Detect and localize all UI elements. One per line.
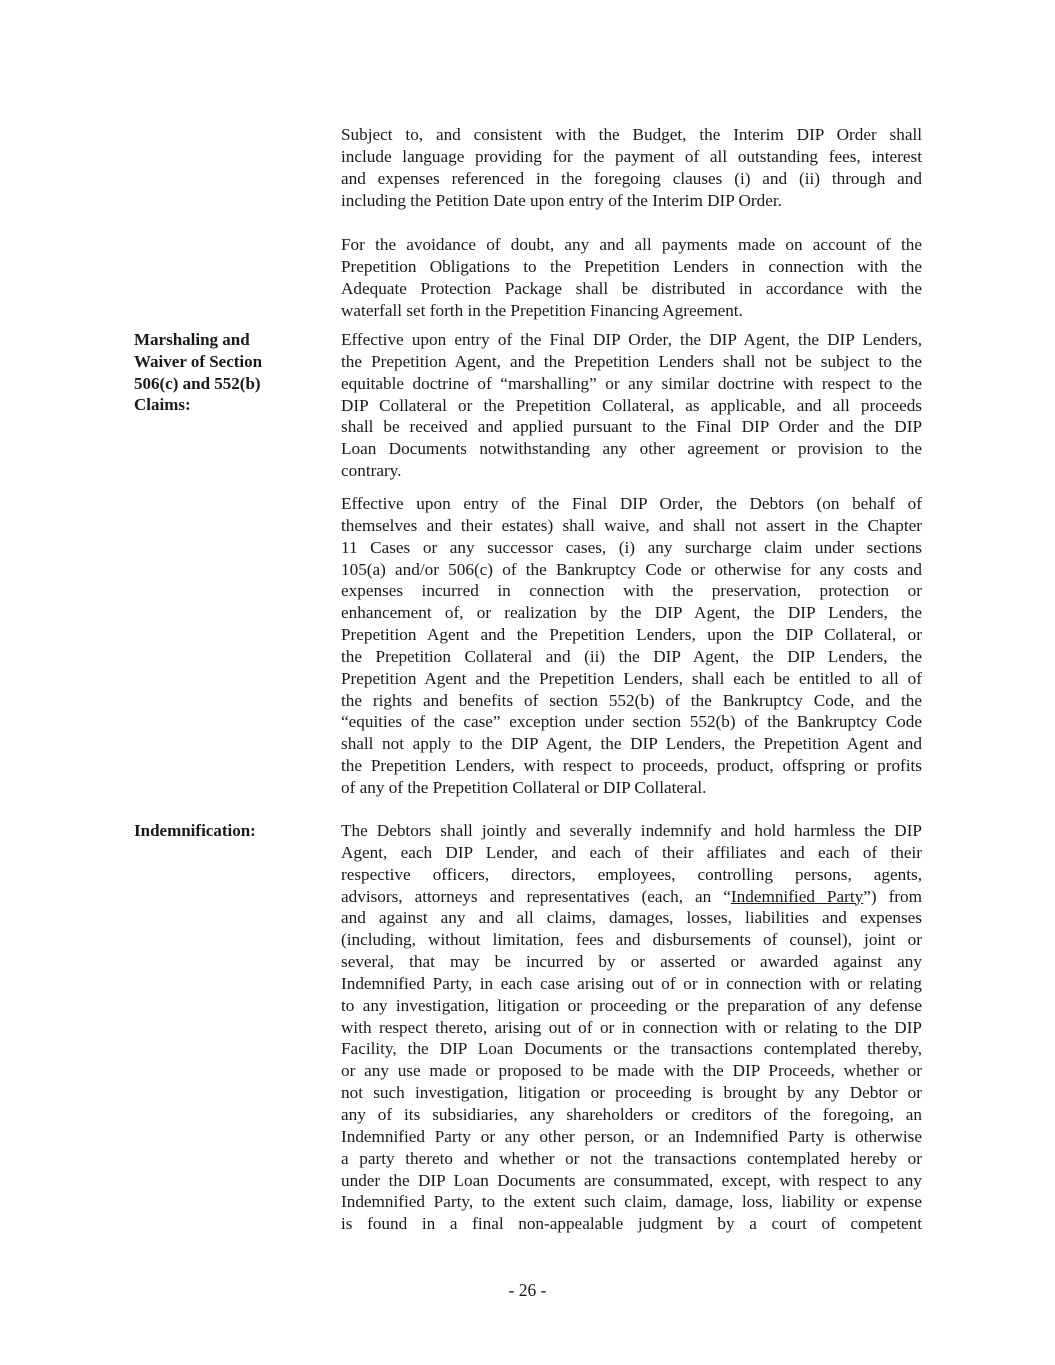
text-line: any of its subsidiaries, any shareholders or creditors of the foregoing, an (341, 1104, 922, 1124)
text-line: a party thereto and whether or not the transactions contemplated hereby or (341, 1148, 922, 1168)
defined-term: Indemnified Party (730, 886, 864, 906)
text-line: to any investigation, litigation or proceeding or the preparation of any defense (341, 995, 922, 1015)
text-line: Prepetition Obligations to the Prepetition Lenders in connection with the (341, 256, 922, 276)
text-line: Loan Documents notwithstanding any other agreement or provision to the (341, 439, 922, 459)
text-line: waterfall set forth in the Prepetition Financing Agreement. (341, 300, 743, 320)
text-line: Prepetition Agent and the Prepetition Lenders, upon the DIP Collateral, or (341, 625, 922, 645)
text-line: not such investigation, litigation or proceeding is brought by any Debtor or (341, 1083, 922, 1103)
text-line: the rights and benefits of section 552(b) of the Bankruptcy Code, and the (341, 690, 922, 710)
text-line: Effective upon entry of the Final DIP Order, the DIP Agent, the DIP Lenders, (341, 330, 922, 349)
text-line: themselves and their estates) shall waive, and shall not assert in the Chapter (341, 515, 922, 535)
text-line: (including, without limitation, fees and disbursements of counsel), joint or (341, 930, 922, 950)
paragraph-indemnification (341, 820, 922, 1235)
text-line: contrary. (341, 461, 402, 481)
text-line: Indemnified Party, to the extent such claim, damage, loss, liability or expense (341, 1192, 922, 1212)
text-line: with respect thereto, arising out of or in connection with or relating to the DIP (341, 1017, 922, 1037)
text-line: Indemnified Party, in each case arising out of or in connection with or relating (341, 973, 922, 993)
text-line: respective officers, directors, employees, controlling persons, agents, (341, 864, 922, 884)
text-line: shall not apply to the DIP Agent, the DIP Lenders, the Prepetition Agent and (341, 734, 922, 754)
heading-line: Indemnification: (134, 821, 256, 840)
text-line: DIP Collateral or the Prepetition Collateral, as applicable, and all proceeds (341, 395, 922, 415)
section-heading-indemnification (134, 820, 324, 842)
heading-line: Waiver of Section (134, 351, 263, 371)
section-heading-marshaling (134, 329, 324, 416)
text-line: Subject to, and consistent with the Budget, the Interim DIP Order shall (341, 125, 922, 144)
text-line: Prepetition Agent and the Prepetition Lenders, shall each be entitled to all of (341, 668, 922, 688)
text-line: include language providing for the payment of all outstanding fees, interest (341, 146, 922, 166)
text-line: the Prepetition Collateral and (ii) the DIP Agent, the DIP Lenders, the (341, 646, 922, 666)
text-line: including the Petition Date upon entry of the Interim DIP Order. (341, 190, 782, 210)
text-line: Effective upon entry of the Final DIP Order, the Debtors (on behalf of (341, 494, 922, 513)
text-line: is found in a final non-appealable judgment by a court of competent (341, 1214, 922, 1234)
text-line: the Prepetition Agent, and the Prepetition Lenders shall not be subject to the (341, 351, 922, 371)
text-line: Agent, each DIP Lender, and each of their affiliates and each of their (341, 842, 922, 862)
heading-line: 506(c) and 552(b) (134, 373, 261, 393)
text-line: expenses incurred in connection with the preservation, protection or (341, 581, 922, 601)
text-line: Indemnified Party or any other person, or an Indemnified Party is otherwise (341, 1126, 922, 1146)
text-line: Facility, the DIP Loan Documents or the transactions contemplated thereby, (341, 1039, 922, 1059)
heading-line: Marshaling and (134, 330, 250, 349)
text-line: and expenses referenced in the foregoing clauses (i) and (ii) through and (341, 168, 922, 188)
text-line: the Prepetition Lenders, with respect to proceeds, product, offspring or profits (341, 756, 922, 776)
paragraph-budget-fees (341, 124, 922, 211)
text-line: several, that may be incurred by or asserted or awarded against any (341, 952, 922, 972)
paragraph-waiver-506c-552b (341, 493, 922, 799)
heading-line: Claims: (134, 395, 191, 415)
text-line: and against any and all claims, damages, losses, liabilities and expenses (341, 908, 922, 928)
text-line: advisors, attorneys and representatives (each, an “Indemnified Party”) from (341, 886, 922, 906)
text-line: For the avoidance of doubt, any and all payments made on account of the (341, 235, 922, 254)
text-line: enhancement of, or realization by the DIP Agent, the DIP Lenders, the (341, 603, 922, 623)
text-line: 105(a) and/or 506(c) of the Bankruptcy Code or otherwise for any costs and (341, 559, 922, 579)
text-line: shall be received and applied pursuant to the Final DIP Order and the DIP (341, 417, 922, 437)
paragraph-marshalling (341, 329, 922, 482)
text-line: “equities of the case” exception under section 552(b) of the Bankruptcy Code (341, 712, 922, 732)
text-line: of any of the Prepetition Collateral or DIP Collateral. (341, 777, 707, 797)
text-line: equitable doctrine of “marshalling” or any similar doctrine with respect to the (341, 373, 922, 393)
text-line: 11 Cases or any successor cases, (i) any surcharge claim under sections (341, 537, 922, 557)
text-line: Adequate Protection Package shall be distributed in accordance with the (341, 278, 922, 298)
page-number: - 26 - (508, 1280, 547, 1300)
text-line: The Debtors shall jointly and severally indemnify and hold harmless the DIP (341, 821, 922, 840)
text-line: under the DIP Loan Documents are consummated, except, with respect to any (341, 1170, 922, 1190)
text-line: or any use made or proposed to be made with the DIP Proceeds, whether or (341, 1061, 922, 1081)
paragraph-avoidance-of-doubt (341, 234, 922, 321)
